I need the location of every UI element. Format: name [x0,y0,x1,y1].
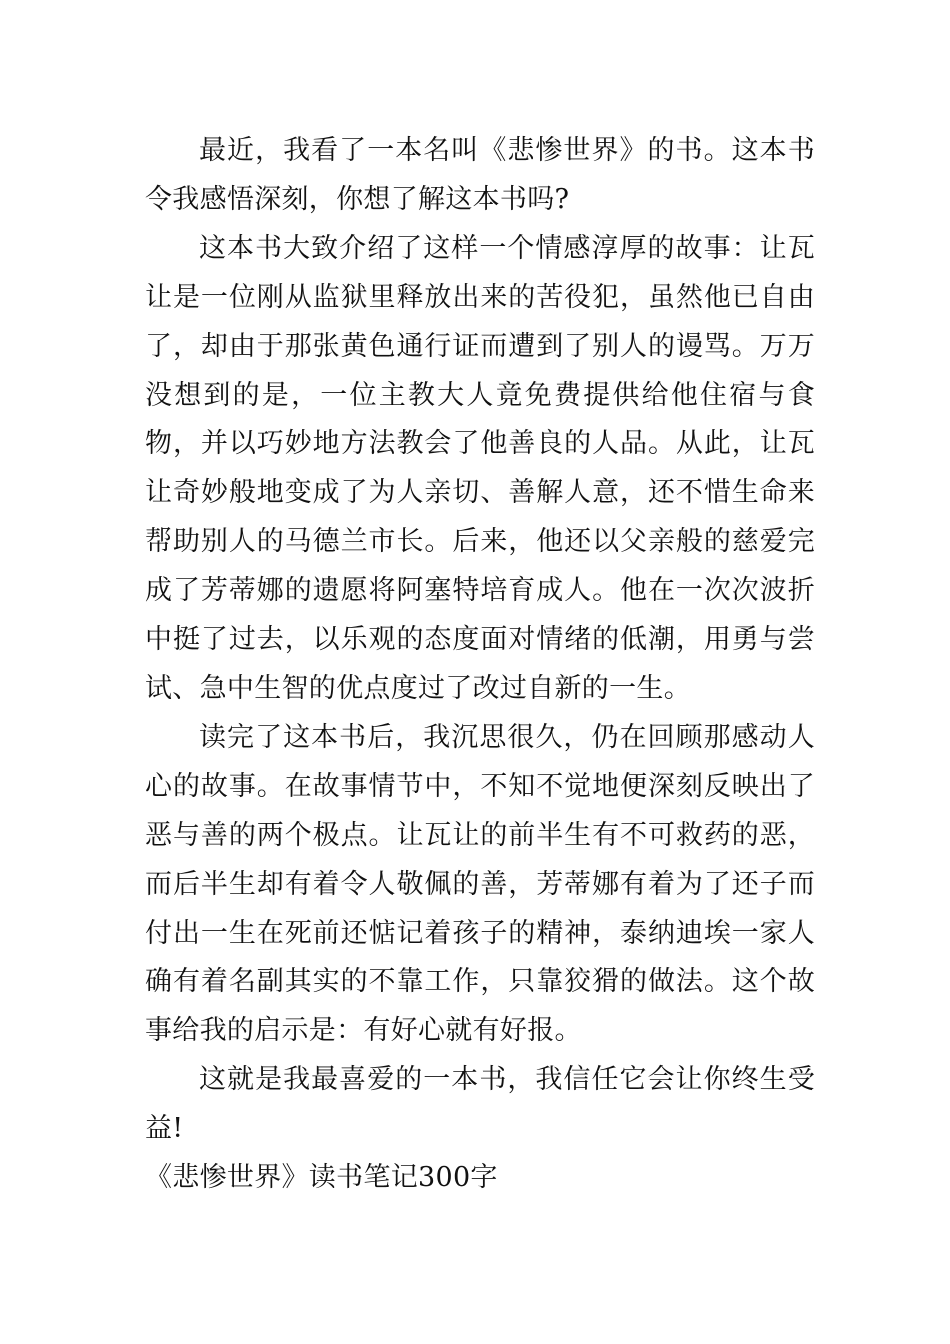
paragraph-intro: 最近，我看了一本名叫《悲惨世界》的书。这本书令我感悟深刻，你想了解这本书吗? [145,135,815,215]
paragraph-story-summary: 这本书大致介绍了这样一个情感淳厚的故事：让瓦让是一位刚从监狱里释放出来的苦役犯，虽然他已自由了，却由于那张黄色通行证而遭到了别人的谩骂。万万没想到的是，一位主教大人竟免费提供给他住宿与食物，并以巧妙地方法教会了他善良的人品。从此，让瓦让奇妙般地变成了为人亲切、善解人意，还不惜生命来帮助别人的马德兰市长。后来，他还以父亲般的慈爱完成了芳蒂娜的遗愿将阿塞特培育成人。他在一次次波折中挺了过去，以乐观的态度面对情绪的低潮，用勇与尝试、急中生智的优点度过了改过自新的一生。 [145,232,815,704]
document-body [145,127,815,1203]
paragraph-reflection: 读完了这本书后，我沉思很久，仍在回顾那感动人心的故事。在故事情节中，不知不觉地便深刻反映出了恶与善的两个极点。让瓦让的前半生有不可救药的恶，而后半生却有着令人敬佩的善，芳蒂娜有着为了还子而付出一生在死前还惦记着孩子的精神，泰纳迪埃一家人确有着名副其实的不靠工作，只靠狡猾的做法。这个故事给我的启示是：有好心就有好报。 [145,721,815,1047]
next-essay-title: 《悲惨世界》读书笔记300字 [145,1162,498,1194]
paragraph-conclusion: 这就是我最喜爱的一本书，我信任它会让你终生受益! [145,1064,815,1145]
